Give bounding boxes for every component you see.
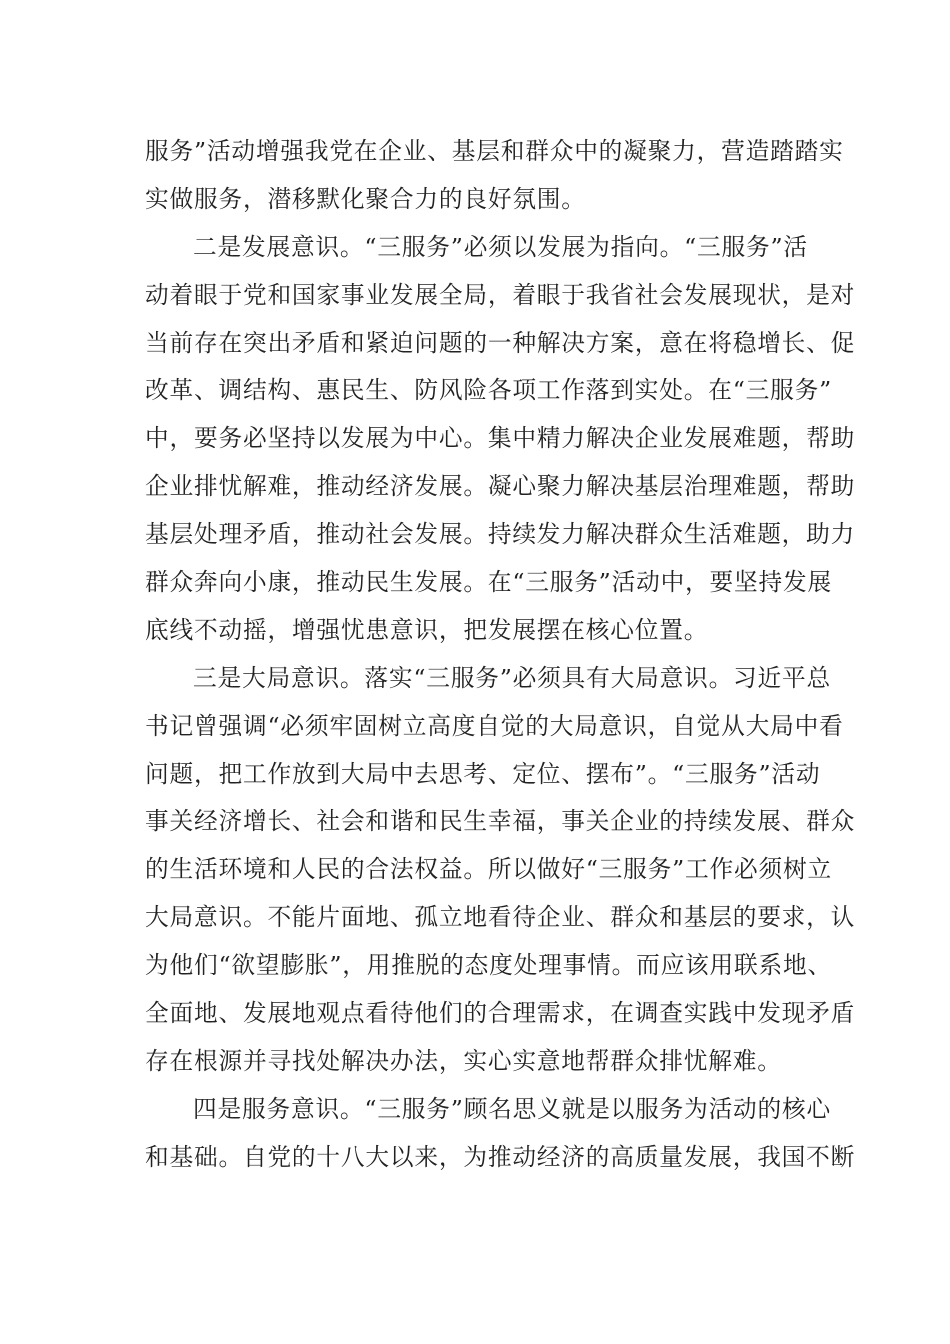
text-line: 大局意识。不能片面地、孤立地看待企业、群众和基层的要求，认 bbox=[145, 903, 856, 932]
text-line: 为他们“欲望膨胀”，用推脱的态度处理事情。而应该用联系地、 bbox=[145, 951, 832, 980]
text-line: 当前存在突出矛盾和紧迫问题的一种解决方案，意在将稳增长、促 bbox=[145, 328, 856, 357]
text-line: 中，要务必坚持以发展为中心。集中精力解决企业发展难题，帮助 bbox=[145, 424, 856, 453]
text-line: 群众奔向小康，推动民生发展。在“三服务”活动中，要坚持发展 bbox=[145, 568, 832, 597]
text-line: 底线不动摇，增强忧患意识，把发展摆在核心位置。 bbox=[145, 615, 709, 644]
paragraph-start-line: 三是大局意识。落实“三服务”必须具有大局意识。习近平总 bbox=[193, 663, 832, 692]
paragraph-start-line: 二是发展意识。“三服务”必须以发展为指向。“三服务”活 bbox=[193, 232, 808, 261]
text-line: 书记曾强调“必须牢固树立高度自觉的大局意识，自觉从大局中看 bbox=[145, 711, 844, 740]
paragraph-start-line: 四是服务意识。“三服务”顾名思义就是以服务为活动的核心 bbox=[193, 1094, 832, 1123]
text-line: 事关经济增长、社会和谐和民生幸福，事关企业的持续发展、群众 bbox=[145, 807, 856, 836]
text-line: 实做服务，潜移默化聚合力的良好氛围。 bbox=[145, 184, 586, 213]
document-body bbox=[145, 128, 856, 1182]
text-line: 的生活环境和人民的合法权益。所以做好“三服务”工作必须树立 bbox=[145, 855, 832, 884]
text-line: 问题，把工作放到大局中去思考、定位、摆布”。“三服务”活动 bbox=[145, 759, 821, 788]
text-line: 改革、调结构、惠民生、防风险各项工作落到实处。在“三服务” bbox=[145, 376, 832, 405]
text-line: 全面地、发展地观点看待他们的合理需求，在调查实践中发现矛盾 bbox=[145, 999, 856, 1028]
text-line: 基层处理矛盾，推动社会发展。持续发力解决群众生活难题，助力 bbox=[145, 520, 856, 549]
text-line: 企业排忧解难，推动经济发展。凝心聚力解决基层治理难题，帮助 bbox=[145, 472, 856, 501]
text-line: 存在根源并寻找处解决办法，实心实意地帮群众排忧解难。 bbox=[145, 1046, 782, 1075]
text-line: 和基础。自党的十八大以来，为推动经济的高质量发展，我国不断 bbox=[145, 1142, 856, 1171]
text-line: 服务”活动增强我党在企业、基层和群众中的凝聚力，营造踏踏实 bbox=[145, 137, 844, 165]
text-line: 动着眼于党和国家事业发展全局，着眼于我省社会发展现状，是对 bbox=[145, 280, 856, 309]
